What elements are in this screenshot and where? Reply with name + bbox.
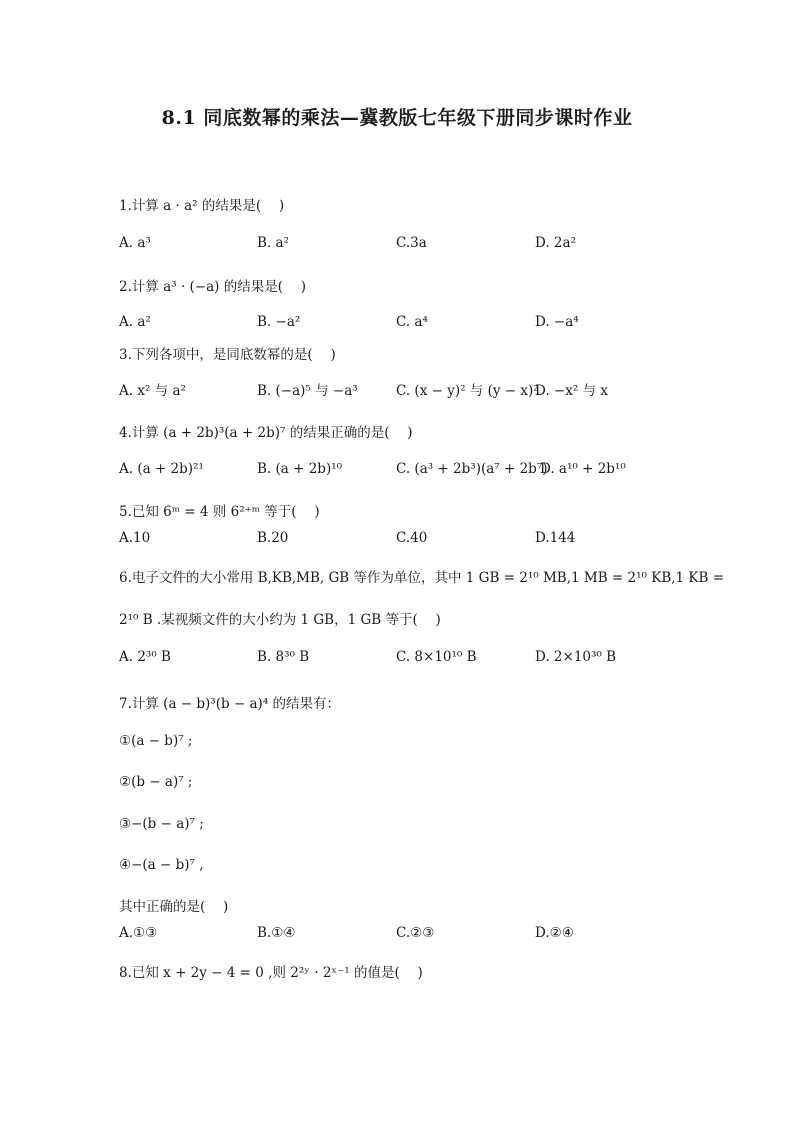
question-3-stem: 3.下列各项中，是同底数幂的是( )	[119, 347, 336, 363]
q4-option-b: B. (a + 2b)¹⁰	[257, 461, 343, 477]
question-3-options	[119, 379, 719, 399]
q1-option-a: A. a³	[119, 235, 151, 251]
q5-option-c: C.40	[396, 530, 428, 546]
q7-option-c: C.②③	[396, 925, 435, 941]
q7-item-2: ②(b − a)⁷ ;	[119, 774, 193, 790]
page-title: 8.1 同底数幂的乘法—冀教版七年级下册同步课时作业	[161, 107, 633, 129]
q7-item-4: ④−(a − b)⁷ ,	[119, 857, 204, 873]
q7-item-1: ①(a − b)⁷ ;	[119, 733, 193, 749]
q5-option-b: B.20	[257, 530, 289, 546]
q5-option-a: A.10	[119, 530, 151, 546]
question-4-stem: 4.计算 (a + 2b)³(a + 2b)⁷ 的结果正确的是( )	[119, 425, 413, 441]
q6-option-a: A. 2³⁰ B	[119, 649, 171, 665]
q6-option-b: B. 8³⁰ B	[257, 649, 310, 665]
question-6-options	[119, 649, 719, 669]
q4-option-a: A. (a + 2b)²¹	[119, 461, 204, 477]
q7-option-d: D.②④	[535, 925, 574, 941]
question-6-stem-line-1: 6.电子文件的大小常用 B,KB,MB, GB 等作为单位，其中 1 GB = 2¹⁰ MB,1 MB = 2¹⁰ KB,1 KB =	[119, 570, 725, 586]
q1-option-c: C.3a	[396, 235, 427, 251]
q3-option-b: B. (−a)⁵ 与 −a³	[257, 383, 358, 399]
question-5-options	[119, 530, 719, 550]
q4-option-c: C. (a³ + 2b³)(a⁷ + 2b⁷)	[396, 461, 548, 477]
q3-option-a: A. x² 与 a²	[119, 383, 186, 399]
question-1-stem: 1.计算 a · a² 的结果是( )	[119, 198, 285, 214]
q7-option-b: B.①④	[257, 925, 296, 941]
question-5-stem: 5.已知 6ᵐ = 4 则 6²⁺ᵐ 等于( )	[119, 504, 320, 520]
q7-option-a: A.①③	[119, 925, 158, 941]
question-7-options	[119, 925, 719, 945]
question-7-sub-stem: 其中正确的是( )	[119, 899, 229, 915]
q6-option-c: C. 8×10¹⁰ B	[396, 649, 477, 665]
q1-option-b: B. a²	[257, 235, 289, 251]
question-1-options	[119, 235, 719, 255]
question-4-options	[119, 461, 719, 481]
question-2-options	[119, 314, 719, 334]
q4-option-d: D. a¹⁰ + 2b¹⁰	[540, 461, 626, 477]
q3-option-d: D. −x² 与 x	[535, 383, 608, 399]
q6-option-d: D. 2×10³⁰ B	[535, 649, 617, 665]
q5-option-d: D.144	[535, 530, 576, 546]
q3-option-c: C. (x − y)² 与 (y − x)²	[396, 383, 539, 399]
q2-option-c: C. a⁴	[396, 314, 428, 330]
q7-item-3: ③−(b − a)⁷ ;	[119, 816, 204, 832]
question-6-stem-line-2: 2¹⁰ B .某视频文件的大小约为 1 GB，1 GB 等于( )	[119, 612, 441, 628]
q2-option-b: B. −a²	[257, 314, 301, 330]
question-2-stem: 2.计算 a³ · (−a) 的结果是( )	[119, 279, 307, 295]
q2-option-d: D. −a⁴	[535, 314, 579, 330]
q2-option-a: A. a²	[119, 314, 151, 330]
question-7-stem: 7.计算 (a − b)³(b − a)⁴ 的结果有：	[119, 696, 341, 712]
q1-option-d: D. 2a²	[535, 235, 576, 251]
question-8-stem: 8.已知 x + 2y − 4 = 0 ,则 2²ʸ · 2ˣ⁻¹ 的值是( )	[119, 965, 423, 981]
